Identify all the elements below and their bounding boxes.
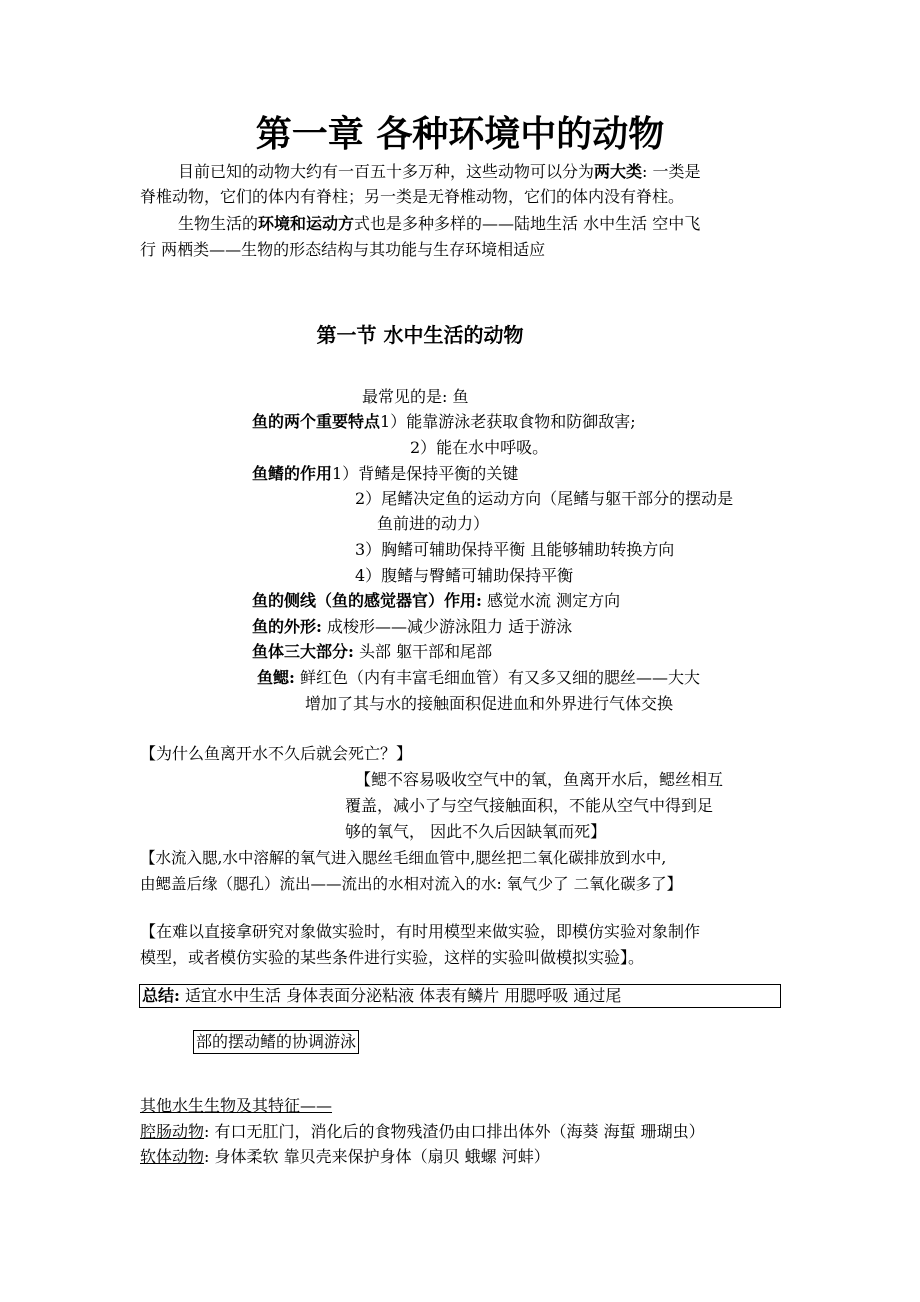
fish-parts-text: 头部 躯干部和尾部 [353,642,493,661]
fish-gills-text-a: 鲜红色（内有丰富毛细血管）有又多又细的腮丝——大大 [294,668,701,687]
summary-text-1: 适宜水中生活 身体表面分泌粘液 体表有鳞片 用腮呼吸 通过尾 [179,986,622,1005]
simulation-line-1: 【在难以直接拿研究对象做实验时，有时用模型来做实验，即模仿实验对象制作 [140,922,701,941]
water-flow-line-1: 【水流入腮,水中溶解的氧气进入腮丝毛细血管中,腮丝把二氧化碳排放到水中, [140,849,667,867]
intro-text: 生物生活的 [178,214,259,233]
others-item-2-name: 软体动物 [140,1147,205,1166]
fish-lateral-line [252,591,620,611]
others-item-2 [140,1147,550,1167]
fish-shape-label: 鱼的外形: [252,617,322,636]
intro-text: : 一类是 [642,162,701,181]
fish-fin-2a: 2）尾鳍决定鱼的运动方向（尾鳍与躯干部分的摆动是 [355,489,734,508]
intro-paragraph-2-line-1 [178,214,700,234]
fish-features-line-1 [252,412,636,432]
others-item-1-text: : 有口无肛门，消化后的食物残渣仍由口排出体外（海葵 海蜇 珊瑚虫） [204,1122,705,1141]
summary-box-line-2: 部的摆动鳍的协调游泳 [193,1030,359,1054]
others-item-2-text: : 身体柔软 靠贝壳来保护身体（扇贝 蛾螺 河蚌） [204,1147,550,1166]
fish-shape-text: 成梭形——减少游泳阻力 适于游泳 [321,617,573,636]
fish-fins-label: 鱼鳍的作用 [252,464,333,483]
section-title: 第一节 水中生活的动物 [316,323,524,347]
qa-question: 【为什么鱼离开水不久后就会死亡？】 [140,744,413,763]
qa-answer-line-3: 够的氧气， 因此不久后因缺氧而死】 [345,822,607,841]
intro-paragraph-1-line-1 [178,162,701,182]
fish-gills-label: 鱼鳃: [257,668,295,687]
water-flow-line-2: 由鳃盖后缘（腮孔）流出——流出的水相对流入的水: 氧气少了 二氧化碳多了】 [140,875,683,893]
intro-paragraph-1-line-2: 脊椎动物，它们的体内有脊柱；另一类是无脊椎动物，它们的体内没有脊柱。 [140,187,685,206]
summary-label: 总结: [142,986,180,1005]
intro-bold-term: 环境和运动方 [258,214,355,233]
summary-box-line-1 [139,984,781,1008]
fish-gills-line-1 [257,668,700,688]
chapter-title: 第一章 各种环境中的动物 [255,113,665,155]
intro-text: 目前已知的动物大约有一百五十多万种，这些动物可以分为 [178,162,595,181]
fish-feature-1: 1）能靠游泳老获取食物和防御敌害; [380,412,636,431]
fish-parts-label: 鱼体三大部分: [252,642,354,661]
fish-fin-4: 4）腹鳍与臀鳍可辅助保持平衡 [355,566,574,585]
simulation-line-2: 模型，或者模仿实验的某些条件进行实验，这样的实验叫做模拟实验】。 [140,948,645,967]
others-heading: 其他水生生物及其特征—— [140,1096,333,1115]
fish-fin-1: 1）背鳍是保持平衡的关键 [332,464,519,483]
fish-shape-line [252,617,572,637]
others-item-1-name: 腔肠动物 [140,1122,205,1141]
fish-fins-line-1 [252,464,518,484]
intro-bold-term: 两大类 [594,162,643,181]
others-item-1 [140,1122,705,1142]
fish-feature-2: 2）能在水中呼吸。 [410,438,549,457]
fish-gills-line-2: 增加了其与水的接触面积促进血和外界进行气体交换 [305,694,674,713]
fish-parts-line [252,642,492,662]
fish-features-label: 鱼的两个重要特点 [252,412,381,431]
fish-fin-2b: 鱼前进的动力） [377,514,490,533]
fish-lateral-label: 鱼的侧线（鱼的感觉器官）作用: [252,591,482,610]
intro-text: 式也是多种多样的——陆地生活 水中生活 空中飞 [354,214,701,233]
qa-answer-line-2: 覆盖，减小了与空气接触面积，不能从空气中得到足 [345,796,714,815]
fish-fin-3: 3）胸鳍可辅助保持平衡 且能够辅助转换方向 [355,540,675,559]
fish-common: 最常见的是: 鱼 [362,387,469,406]
qa-answer-line-1: 【鳃不容易吸收空气中的氧，鱼离开水后，鳃丝相互 [355,770,724,789]
fish-lateral-text: 感觉水流 测定方向 [481,591,621,610]
intro-paragraph-2-line-2: 行 两栖类——生物的形态结构与其功能与生存环境相适应 [140,240,546,259]
